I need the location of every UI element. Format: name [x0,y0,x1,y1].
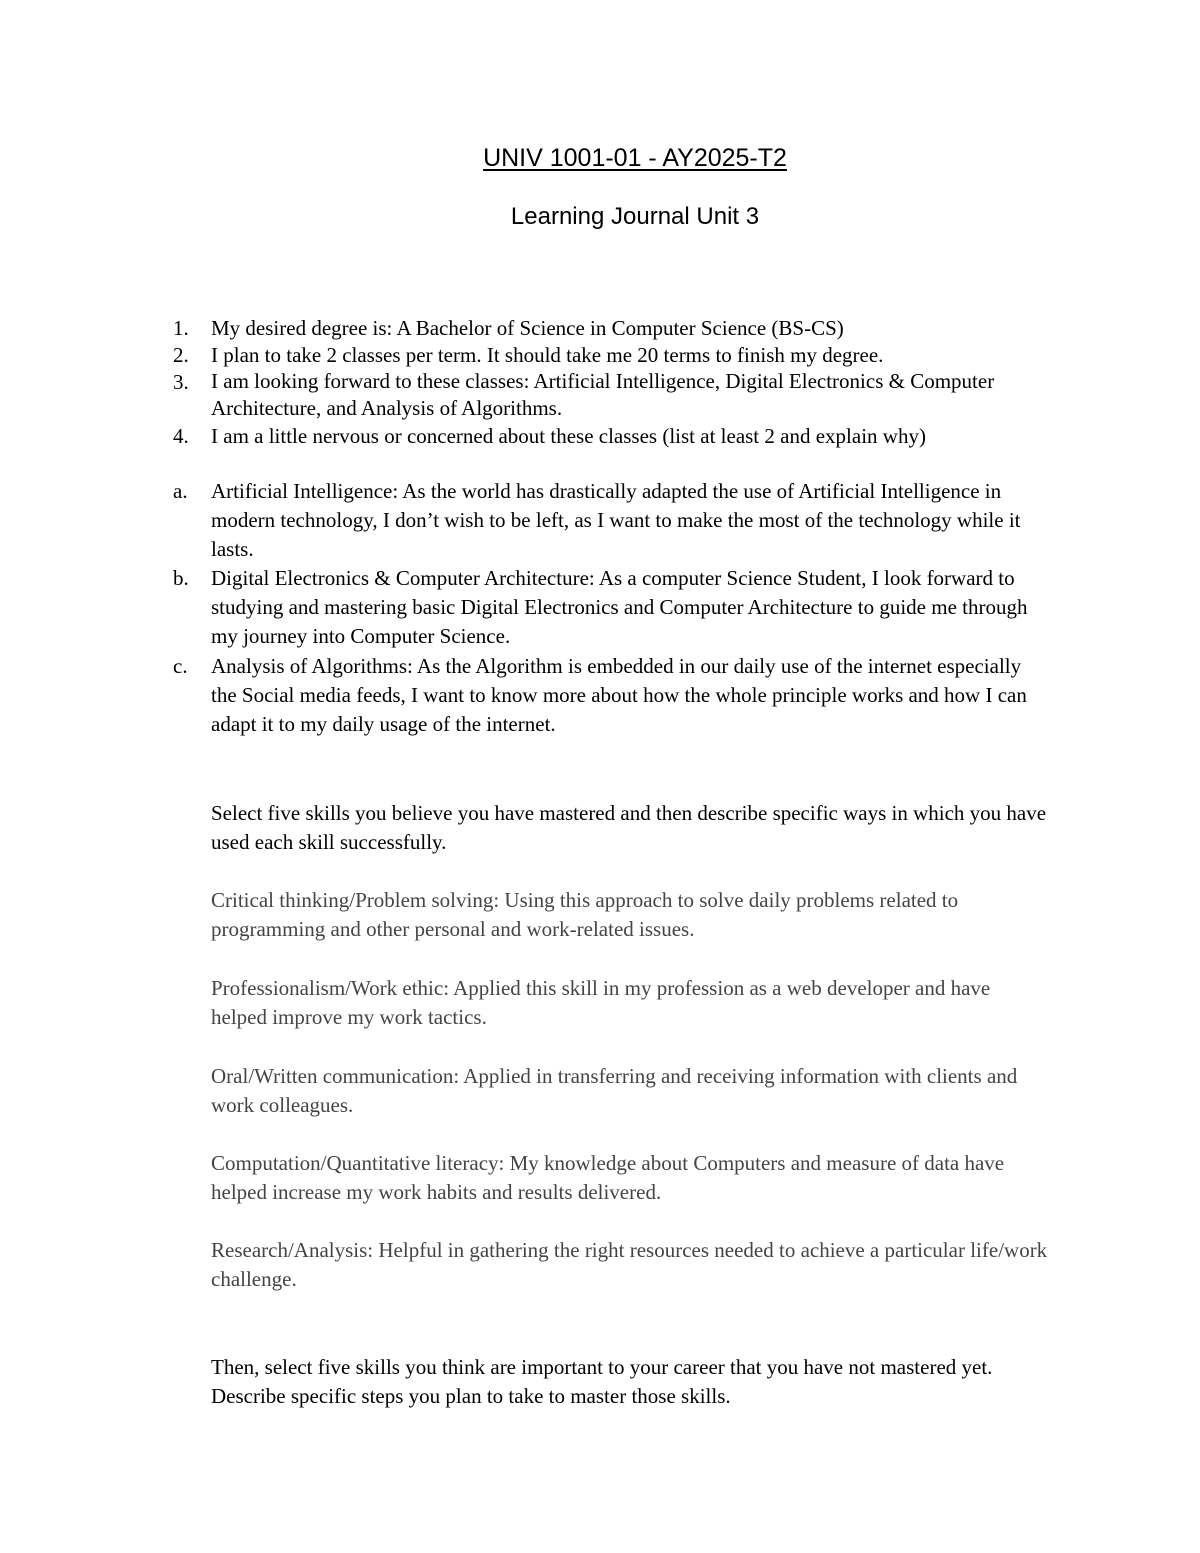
list-marker: 3. [173,370,189,394]
list-item-text: I plan to take 2 classes per term. It should take me 20 terms to finish my degree. [211,343,884,367]
list-item-text: Artificial Intelligence: As the world has drastically adapted the use of Artificial Intelligence in modern technology, I don’t wish to be left, as I want to make the most of the technology while it lasts. [211,479,1021,561]
list-marker: b. [173,566,189,590]
list-item-text: My desired degree is: A Bachelor of Science in Computer Science (BS-CS) [211,316,844,340]
list-marker: a. [173,479,188,503]
list-item-text: I am a little nervous or concerned about these classes (list at least 2 and explain why) [211,424,926,448]
skill-entry: Computation/Quantitative literacy: My knowledge about Computers and measure of data have helped increase my work habits and results delivered. [211,1151,1005,1204]
list-marker: 4. [173,424,189,448]
skills-prompt: Select five skills you believe you have mastered and then describe specific ways in which you have used each skill successfully. [211,801,1047,854]
skill-entry: Research/Analysis: Helpful in gathering the right resources needed to achieve a particular life/work challenge. [211,1238,1048,1291]
list-marker: c. [173,654,188,678]
skill-entry: Professionalism/Work ethic: Applied this skill in my profession as a web developer and have helped improve my work tactics. [211,976,991,1029]
list-item-text: Digital Electronics & Computer Architecture: As a computer Science Student, I look forward to studying and mastering basic Digital Electronics and Computer Architecture to guide me through my journey into Computer Science. [211,566,1028,648]
course-title: UNIV 1001-01 - AY2025-T2 [483,144,787,172]
list-marker: 2. [173,343,189,367]
skill-entry: Critical thinking/Problem solving: Using this approach to solve daily problems related to programming and other personal and work-related issues. [211,888,959,941]
closing-prompt: Then, select five skills you think are important to your career that you have not mastered yet. Describe specific steps you plan to take to master those skills. [211,1355,993,1408]
list-item-text: I am looking forward to these classes: Artificial Intelligence, Digital Electronics & Computer Architecture, and Analysis of Algorithms. [211,369,995,420]
list-marker: 1. [173,316,189,340]
journal-title: Learning Journal Unit 3 [510,203,760,230]
list-item-text: Analysis of Algorithms: As the Algorithm is embedded in our daily use of the internet especially the Social media feeds, I want to know more about how the whole principle works and how I can adapt it to my daily usage of the internet. [211,654,1027,736]
skill-entry: Oral/Written communication: Applied in transferring and receiving information with clients and work colleagues. [211,1064,1018,1117]
